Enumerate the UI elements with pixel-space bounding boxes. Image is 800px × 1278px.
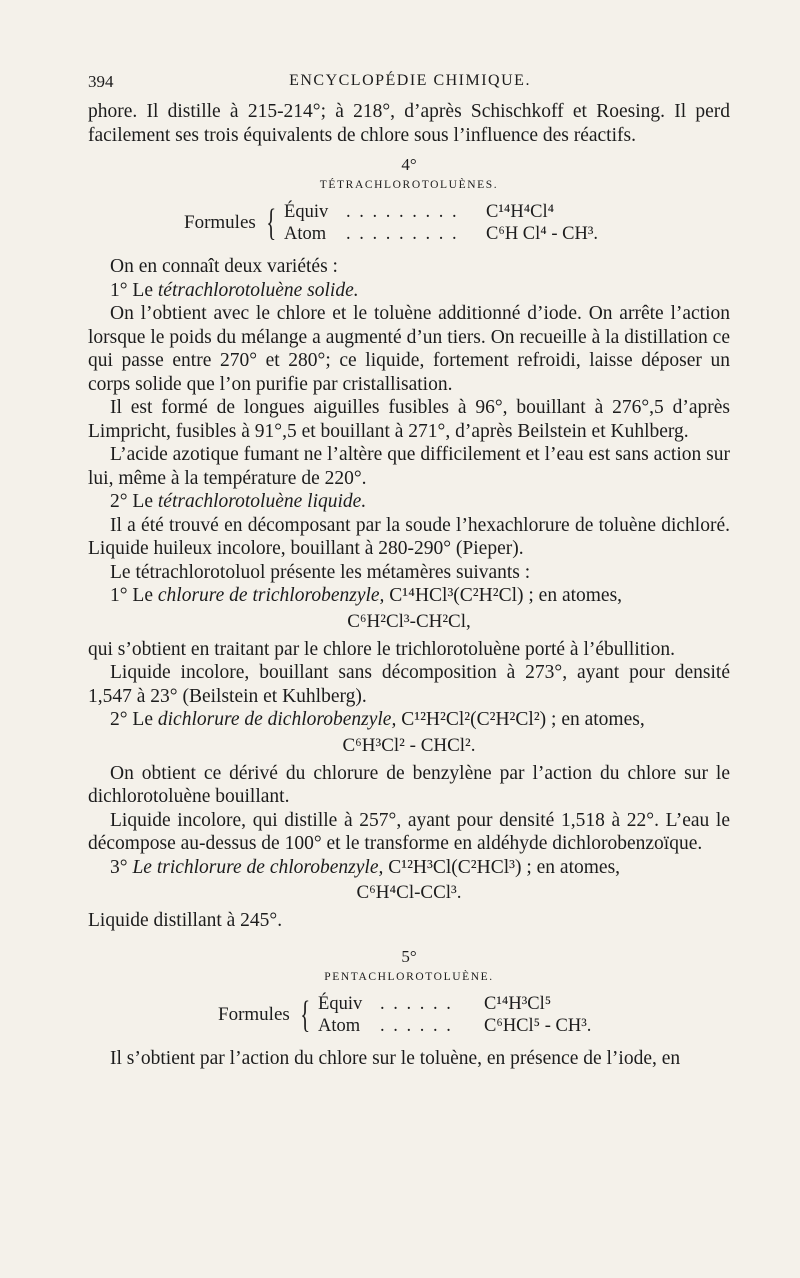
formula-dots: . . . . . . . . . (346, 224, 459, 244)
formula-key: Équiv (284, 202, 329, 222)
formula-row (318, 1015, 591, 1037)
page-number: 394 (88, 72, 114, 91)
formula-value: C⁶H Cl⁴ - CH³. (486, 224, 599, 244)
formula-row (318, 993, 591, 1015)
metamer-heading (88, 708, 730, 732)
paragraph: Il est formé de longues aiguilles fusibles à 96°, bouillant à 276°,5 d’après Limpricht, fusibles à 91°,5 et bouillant à 271°, d’après Beilstein et Kuhlberg. (88, 397, 730, 442)
paragraph: qui s’obtient en traitant par le chlore le trichlorotoluène porté à l’ébullition. (88, 638, 675, 660)
paragraph: Liquide incolore, qui distille à 257°, ayant pour densité 1,518 à 22°. L’eau le décompose au-dessus de 100° et le transforme en aldéhyde dichlorobenzoïque. (88, 809, 730, 854)
formula-key: Atom (318, 1015, 361, 1036)
section-title: TÉTRACHLOROTOLUÈNES. (319, 179, 499, 191)
section-number: 4° (401, 155, 417, 174)
item-heading (88, 490, 730, 514)
paragraph-intro: phore. Il distille à 215-214°; à 218°, d’après Schischkoff et Roesing. Il perd facilement ses trois équivalents de chlore sous l’influence des réactifs. (88, 101, 730, 146)
paragraph: Le tétrachlorotoluol présente les métamères suivants : (110, 561, 531, 583)
formula-row (284, 201, 598, 223)
body-text (88, 100, 730, 1070)
item-name: dichlorure de dichlorobenzyle, (157, 709, 397, 730)
formula-block (218, 993, 730, 1037)
formula-value: C¹⁴H⁴Cl⁴ (486, 202, 555, 222)
item-prefix: 2° Le (110, 709, 158, 730)
page-header (88, 72, 732, 96)
formula-key: Atom (284, 224, 327, 244)
item-prefix: 2° Le (110, 491, 158, 512)
item-prefix: 3° (110, 856, 133, 878)
item-prefix: 1° Le (110, 279, 158, 301)
item-name: Le trichlorure de chlorobenzyle, (132, 856, 384, 878)
formula-value: C¹⁴H³Cl⁵ (484, 993, 552, 1014)
item-suffix: C¹²H³Cl(C²HCl³) ; en atomes, (383, 856, 621, 878)
item-prefix: 1° Le (110, 585, 158, 606)
paragraph: Liquide distillant à 245°. (88, 910, 283, 931)
paragraph: On obtient ce dérivé du chlorure de benzylène par l’action du chlore sur le dichlorotoluène bouillant. (88, 762, 730, 807)
paragraph: Il a été trouvé en décomposant par la soude l’hexachlorure de toluène dichloré. Liquide huileux incolore, bouillant à 280-290° (Pieper). (88, 514, 730, 559)
centered-formula: C⁶H⁴Cl-CCl³. (356, 882, 462, 903)
section-title: PENTACHLOROTOLUÈNE. (324, 970, 494, 983)
item-name: tétrachlorotoluène liquide. (157, 491, 367, 512)
item-name: tétrachlorotoluène solide. (157, 279, 359, 301)
centered-formula: C⁶H³Cl² - CHCl². (342, 734, 476, 756)
formula-value: C⁶HCl⁵ - CH³. (484, 1015, 592, 1036)
brace-glyph: { (265, 202, 276, 244)
running-title: ENCYCLOPÉDIE CHIMIQUE. (289, 72, 531, 89)
brace-glyph: { (299, 993, 310, 1036)
formula-label: Formules (184, 212, 256, 233)
formula-block (184, 201, 730, 245)
formula-rows (318, 993, 591, 1037)
formula-label: Formules (218, 1003, 290, 1025)
paragraph: Liquide incolore, bouillant sans décomposition à 273°, ayant pour densité 1,547 à 23° (Beilstein et Kuhlberg). (88, 662, 730, 707)
paragraph: L’acide azotique fumant ne l’altère que difficilement et l’eau est sans action sur lui, même à la température de 220°. (88, 444, 730, 489)
paragraph: On l’obtient avec le chlore et le toluène additionné d’iode. On arrête l’action lorsque le poids du mélange a augmenté d’un tiers. On recueille à la distillation ce qui passe entre 270° et 280°; ce liquide, fortement refroidi, laisse déposer un corps solide que l’on purifie par cristallisation. (88, 303, 730, 395)
formula-dots: . . . . . . (380, 1015, 453, 1036)
paragraph-varieties: On en connaît deux variétés : (110, 256, 338, 277)
formula-rows (284, 201, 598, 245)
formula-dots: . . . . . . (380, 993, 453, 1014)
item-suffix: C¹²H²Cl²(C²H²Cl²) ; en atomes, (396, 709, 645, 730)
metamer-heading (88, 856, 730, 880)
paragraph: Il s’obtient par l’action du chlore sur le toluène, en présence de l’iode, en (110, 1047, 681, 1069)
formula-key: Équiv (318, 993, 363, 1014)
centered-formula: C⁶H²Cl³-CH²Cl, (347, 610, 471, 632)
metamer-heading (88, 584, 730, 608)
section-number: 5° (401, 946, 417, 966)
item-suffix: C¹⁴HCl³(C²H²Cl) ; en atomes, (384, 585, 623, 606)
formula-row (284, 223, 598, 245)
item-name: chlorure de trichlorobenzyle, (157, 585, 385, 606)
item-heading (88, 279, 730, 303)
formula-dots: . . . . . . . . . (346, 202, 459, 222)
